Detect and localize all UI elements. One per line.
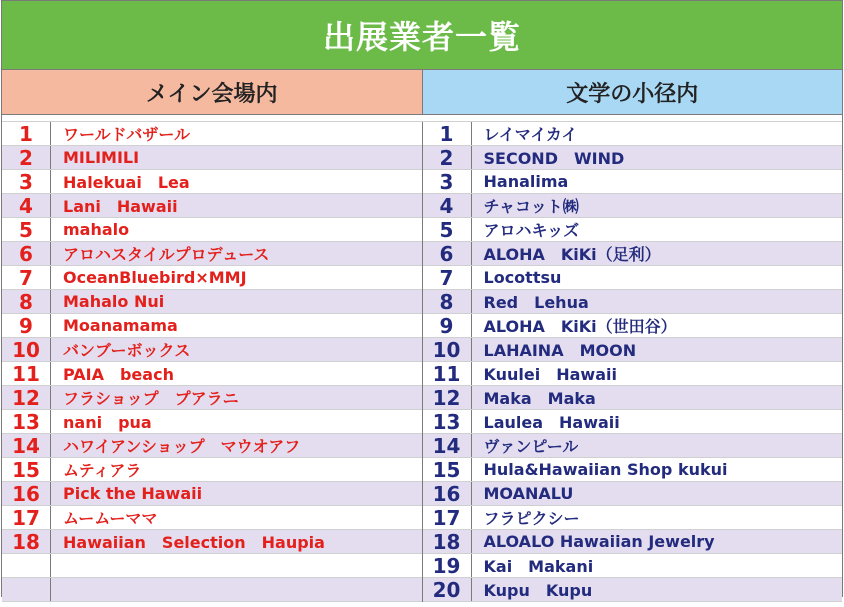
row-number: 11 [2, 362, 51, 385]
column-headers [2, 70, 842, 115]
table-row [423, 170, 843, 194]
table-row [2, 530, 422, 554]
row-number: 8 [2, 290, 51, 313]
row-number: 14 [2, 434, 51, 457]
right-vendor-column [423, 122, 843, 602]
row-number [2, 554, 51, 577]
vendor-name: Halekuai Lea [63, 173, 190, 192]
vendor-name: PAIA beach [63, 365, 174, 384]
row-number: 4 [2, 194, 51, 217]
vendor-name: SECOND WIND [483, 149, 625, 168]
row-number: 3 [2, 170, 51, 193]
table-body [2, 122, 842, 602]
table-row [423, 434, 843, 458]
vendor-name: レイマイカイ [483, 125, 578, 144]
row-number: 18 [423, 530, 472, 553]
right-column-header: 文学の小径内 [423, 70, 843, 114]
table-row [423, 530, 843, 554]
row-number: 9 [2, 314, 51, 337]
table-row [423, 266, 843, 290]
table-row [423, 410, 843, 434]
vendor-name: nani pua [63, 413, 152, 432]
vendor-name: バンブーボックス [63, 341, 191, 360]
table-row [423, 482, 843, 506]
vendor-name: チャコット㈱ [483, 197, 579, 216]
vendor-name: Red Lehua [483, 293, 589, 312]
vendor-name: Maka Maka [483, 389, 596, 408]
table-row [423, 314, 843, 338]
row-number: 13 [2, 410, 51, 433]
row-number: 1 [2, 122, 51, 145]
vendor-name [51, 578, 63, 601]
table-row [2, 290, 422, 314]
vendor-name: LAHAINA MOON [483, 341, 637, 360]
table-row [423, 122, 843, 146]
vendor-name: アロハスタイルプロデュース [63, 245, 270, 264]
table-row [423, 218, 843, 242]
row-number: 9 [423, 314, 472, 337]
vendor-name: Hanalima [483, 172, 569, 191]
row-number: 11 [423, 362, 472, 385]
vendor-name: フラショップ プアラニ [63, 389, 239, 408]
vendor-name: ALOHA KiKi（世田谷） [483, 317, 677, 336]
table-row [423, 242, 843, 266]
left-vendor-column [2, 122, 423, 602]
vendor-name: Locottsu [483, 268, 562, 287]
vendor-name: ムティアラ [63, 461, 142, 480]
table-row [2, 170, 422, 194]
table-row [2, 362, 422, 386]
row-number: 6 [423, 242, 472, 265]
table-row [2, 578, 422, 602]
row-number: 15 [2, 458, 51, 481]
table-row [423, 578, 843, 602]
row-number: 13 [423, 410, 472, 433]
table-row [423, 506, 843, 530]
table-row [423, 194, 843, 218]
vendor-name: Lani Hawaii [63, 197, 178, 216]
row-number: 15 [423, 458, 472, 481]
row-number: 2 [423, 146, 472, 169]
row-number [2, 578, 51, 601]
vendor-name: ヴァンピール [483, 437, 579, 456]
vendor-name: Kuulei Hawaii [483, 365, 617, 384]
table-row [423, 458, 843, 482]
table-row [2, 338, 422, 362]
vendor-name: Hula&Hawaiian Shop kukui [483, 460, 728, 479]
row-number: 5 [2, 218, 51, 241]
row-number: 12 [2, 386, 51, 409]
table-row [2, 314, 422, 338]
vendor-name: Mahalo Nui [63, 292, 165, 311]
table-row [423, 290, 843, 314]
row-number: 6 [2, 242, 51, 265]
table-row [2, 434, 422, 458]
header-spacer [2, 115, 842, 122]
table-row [423, 554, 843, 578]
table-row [2, 218, 422, 242]
vendor-name: ALOHA KiKi（足利） [483, 245, 661, 264]
table-row [423, 338, 843, 362]
row-number: 14 [423, 434, 472, 457]
vendor-name: Kai Makani [483, 557, 594, 576]
table-row [2, 458, 422, 482]
row-number: 19 [423, 554, 472, 577]
row-number: 3 [423, 170, 472, 193]
page-title: 出展業者一覧 [2, 1, 842, 70]
table-row [423, 362, 843, 386]
vendor-name: MILIMILI [63, 148, 140, 167]
vendor-name: ハワイアンショップ マウオアフ [63, 437, 301, 456]
row-number: 2 [2, 146, 51, 169]
vendor-name: ワールドバザール [63, 125, 191, 144]
vendor-name [51, 554, 63, 577]
row-number: 17 [423, 506, 472, 529]
row-number: 12 [423, 386, 472, 409]
table-row [2, 146, 422, 170]
row-number: 8 [423, 290, 472, 313]
vendor-name: ムームーママ [63, 509, 158, 528]
table-row [2, 266, 422, 290]
table-row [2, 194, 422, 218]
row-number: 7 [2, 266, 51, 289]
table-row [2, 482, 422, 506]
row-number: 10 [2, 338, 51, 361]
row-number: 16 [2, 482, 51, 505]
vendor-name: ALOALO Hawaiian Jewelry [483, 532, 715, 551]
table-row [2, 242, 422, 266]
row-number: 7 [423, 266, 472, 289]
row-number: 5 [423, 218, 472, 241]
table-row [2, 122, 422, 146]
table-row [423, 146, 843, 170]
vendor-name: Moanamama [63, 316, 178, 335]
row-number: 10 [423, 338, 472, 361]
vendor-name: アロハキッズ [483, 221, 580, 240]
table-row [423, 386, 843, 410]
vendor-name: フラピクシー [483, 509, 580, 528]
row-number: 4 [423, 194, 472, 217]
table-row [2, 386, 422, 410]
vendor-name: Laulea Hawaii [483, 413, 620, 432]
row-number: 17 [2, 506, 51, 529]
vendor-name: Pick the Hawaii [63, 484, 203, 503]
table-row [2, 506, 422, 530]
row-number: 20 [423, 578, 472, 601]
row-number: 1 [423, 122, 472, 145]
vendor-name: mahalo [63, 220, 130, 239]
vendor-list-table [1, 0, 843, 602]
table-row [2, 410, 422, 434]
vendor-name: MOANALU [483, 484, 574, 503]
vendor-name: OceanBluebird×MMJ [63, 268, 247, 287]
row-number: 18 [2, 530, 51, 553]
vendor-name: Kupu Kupu [483, 581, 593, 600]
row-number: 16 [423, 482, 472, 505]
table-row [2, 554, 422, 578]
vendor-name: Hawaiian Selection Haupia [63, 533, 325, 552]
left-column-header: メイン会場内 [2, 70, 423, 114]
